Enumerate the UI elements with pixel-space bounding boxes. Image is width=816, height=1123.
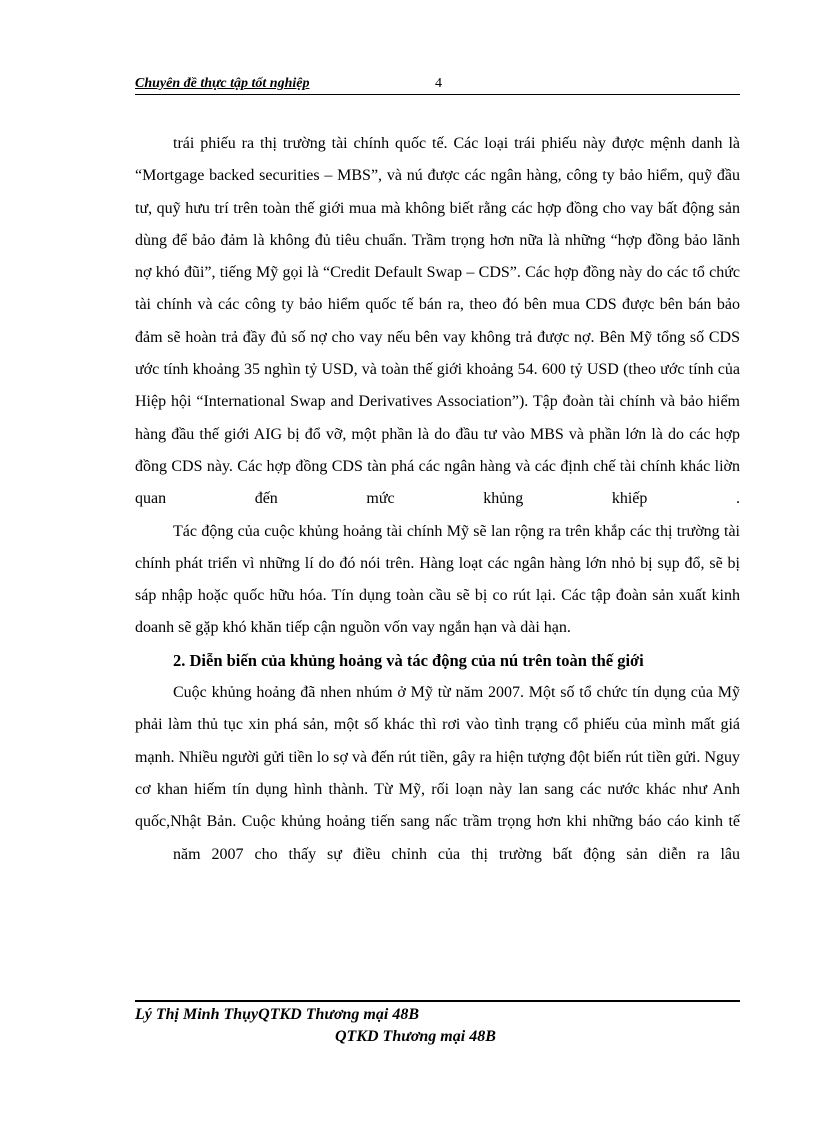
document-body xyxy=(135,128,740,871)
paragraph-4: năm 2007 cho thấy sự điều chỉnh của thị trường bất động sản diễn ra lâu xyxy=(173,845,740,863)
page-header xyxy=(135,76,740,95)
footer-author-line: Lý Thị Minh ThụyQTKD Thương mại 48B xyxy=(135,1006,419,1023)
paragraph-1: trái phiếu ra thị trường tài chính quốc tế. Các loại trái phiếu này được mệnh danh là “Mortgage backed securities – MBS”, và nú được các ngân hàng, công ty bảo hiểm, quỹ đầu tư, quỹ hưu trí trên toàn thế giới mua mà không biết rằng các hợp đồng cho vay bất động sản dùng để bảo đảm là không đủ tiêu chuẩn. Trầm trọng hơn nữa là những “hợp đồng bảo lãnh nợ khó đũi”, tiếng Mỹ gọi là “Credit Default Swap – CDS”. Các hợp đồng này do các tổ chức tài chính và các công ty bảo hiểm quốc tế bán ra, theo đó bên mua CDS được bên bán bảo đảm sẽ hoàn trả đầy đủ số nợ cho vay nếu bên vay không trả được nợ. Bên Mỹ tổng số CDS ước tính khoảng 35 nghìn tỷ USD, và toàn thế giới khoảng 54. 600 tỷ USD (theo ước tính của Hiệp hội “International Swap and Derivatives Association”). Tập đoàn tài chính và bảo hiểm hàng đầu thế giới AIG bị đổ vỡ, một phần là do đầu tư vào MBS và phần lớn là do các hợp đồng CDS này. Các hợp đồng CDS tàn phá các ngân hàng và các định chế tài chính khác liờn quan đến mức khủng khiếp . xyxy=(135,135,740,508)
page-footer xyxy=(135,1000,740,1045)
header-title: Chuyên đề thực tập tốt nghiệp xyxy=(135,76,310,91)
paragraph-3: Cuộc khủng hoảng đã nhen nhúm ở Mỹ từ năm 2007. Một số tổ chức tín dụng của Mỹ phải làm thủ tục xin phá sản, một số khác thì rơi vào tình trạng cổ phiếu của mình mất giá mạnh. Nhiều người gửi tiền lo sợ và đến rút tiền, gây ra hiện tượng đột biến rút tiền gửi. Nguy cơ khan hiếm tín dụng hình thành. Từ Mỹ, rối loạn này lan sang các nước khác như Anh quốc,Nhật Bản. Cuộc khủng hoảng tiến sang nấc trầm trọng hơn khi những báo cáo kinh tế xyxy=(135,684,740,831)
page-number: 4 xyxy=(435,76,442,91)
section-heading: 2. Diễn biến của khủng hoảng và tác động của nú trên toàn thế giới xyxy=(173,650,644,670)
paragraph-2: Tác động của cuộc khủng hoảng tài chính Mỹ sẽ lan rộng ra trên khắp các thị trường tài chính phát triển vì những lí do đó nói trên. Hàng loạt các ngân hàng lớn nhỏ bị sụp đổ, sẽ bị sáp nhập hoặc quốc hữu hóa. Tín dụng toàn cầu sẽ bị co rút lại. Các tập đoàn sản xuất kinh doanh sẽ gặp khó khăn tiếp cận nguồn vốn vay ngắn hạn và dài hạn. xyxy=(135,522,740,637)
footer-class-line: QTKD Thương mại 48B xyxy=(335,1028,496,1045)
